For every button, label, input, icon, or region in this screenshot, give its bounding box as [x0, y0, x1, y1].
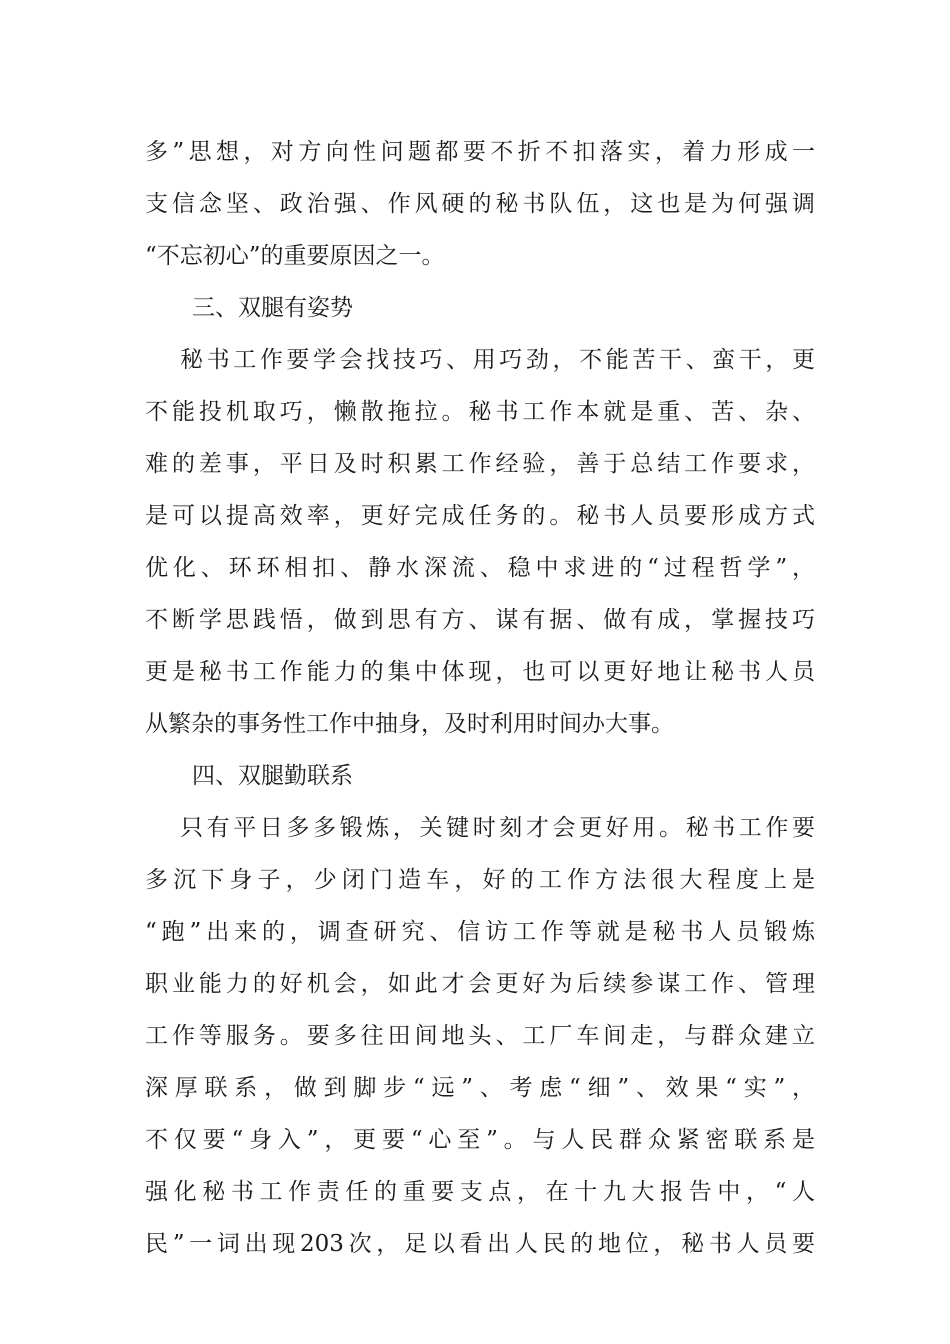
text-line: 是可以提高效率，更好完成任务的。秘书人员要形成方式 — [145, 503, 815, 529]
text-line: 秘书工作要学会找技巧、用巧劲，不能苦干、蛮干，更 — [180, 347, 815, 373]
text-line: 优化、环环相扣、静水深流、稳中求进的“过程哲学”， — [145, 555, 815, 581]
text-line: 民”一词出现203次，足以看出人民的地位，秘书人员要 — [145, 1231, 815, 1257]
text-line: 多”思想，对方向性问题都要不折不扣落实，着力形成一 — [145, 139, 815, 165]
section-heading-4: 四、双腿勤联系 — [192, 763, 353, 789]
text-line: “不忘初心”的重要原因之一。 — [145, 243, 445, 269]
text-line: 不仅要“身入”，更要“心至”。与人民群众紧密联系是 — [145, 1127, 815, 1153]
text-line: 从繁杂的事务性工作中抽身，及时利用时间办大事。 — [145, 711, 674, 737]
text-line: 只有平日多多锻炼，关键时刻才会更好用。秘书工作要 — [180, 815, 815, 841]
text-line: 不能投机取巧，懒散拖拉。秘书工作本就是重、苦、杂、 — [145, 399, 815, 425]
text-line: 多沉下身子，少闭门造车，好的工作方法很大程度上是 — [145, 867, 815, 893]
text-line: “跑”出来的，调查研究、信访工作等就是秘书人员锻炼 — [145, 919, 815, 945]
section-heading-3: 三、双腿有姿势 — [192, 295, 353, 321]
text-line: 更是秘书工作能力的集中体现，也可以更好地让秘书人员 — [145, 659, 815, 685]
text-line: 支信念坚、政治强、作风硬的秘书队伍，这也是为何强调 — [145, 191, 815, 217]
text-line: 工作等服务。要多往田间地头、工厂车间走，与群众建立 — [145, 1023, 815, 1049]
text-line: 深厚联系，做到脚步“远”、考虑“细”、效果“实”， — [145, 1075, 815, 1101]
text-line: 职业能力的好机会，如此才会更好为后续参谋工作、管理 — [145, 971, 815, 997]
text-line: 强化秘书工作责任的重要支点，在十九大报告中，“人 — [145, 1179, 815, 1205]
text-line: 难的差事，平日及时积累工作经验，善于总结工作要求， — [145, 451, 815, 477]
text-line: 不断学思践悟，做到思有方、谋有据、做有成，掌握技巧 — [145, 607, 815, 633]
